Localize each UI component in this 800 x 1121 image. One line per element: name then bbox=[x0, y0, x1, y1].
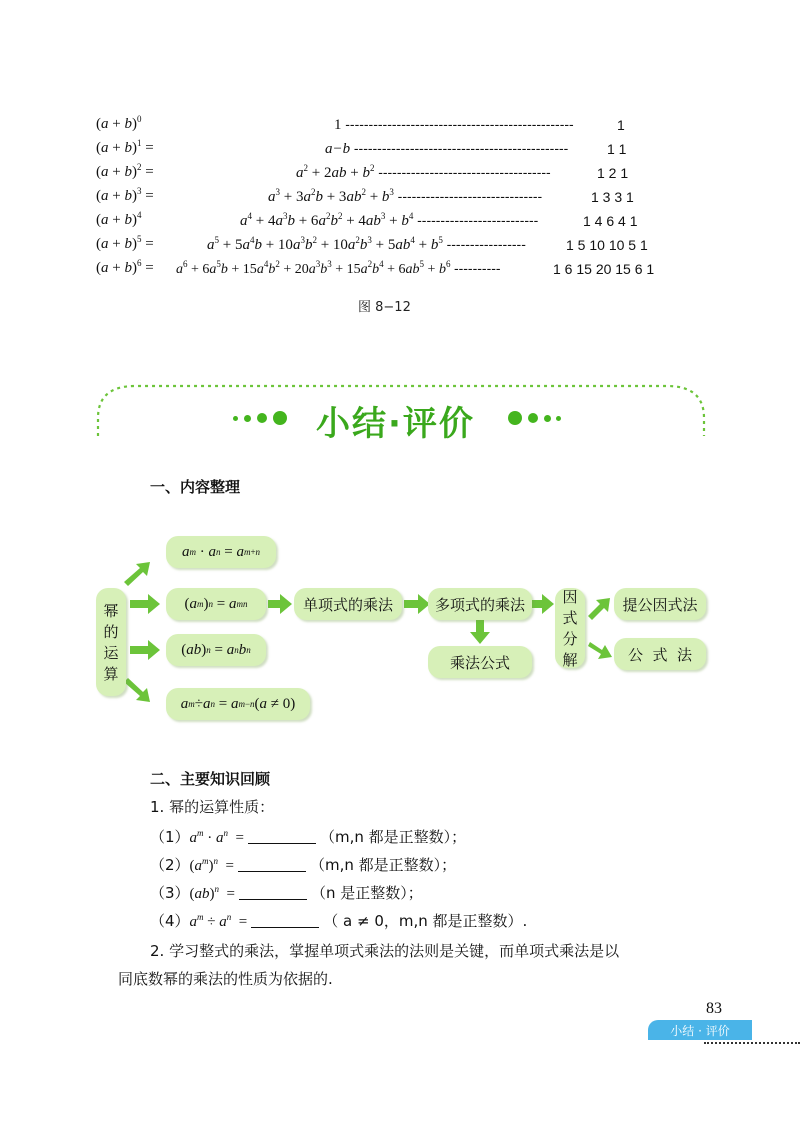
power-product-rule: a m · a n = a m+n bbox=[166, 536, 276, 568]
page-number: 83 bbox=[706, 1000, 722, 1017]
coefficients-row-1: 1 1 bbox=[607, 141, 627, 157]
lhs-row-2: $(a + b)^2$ = bbox=[96, 162, 154, 180]
monomial-mult-box: 单项式的乘法 bbox=[294, 588, 402, 620]
section1-heading: 一、内容整理 bbox=[150, 478, 241, 496]
lhs-row-6: $(a + b)^6$ = bbox=[96, 258, 154, 276]
section2-heading: 二、主要知识回顾 bbox=[150, 770, 271, 788]
expansion-row-6: $a^6 + 6a^5b + 15a^4b^2 + 20a^3b^3 + 15a^2b^4 + 6ab^5 + b^6$ ---------- bbox=[176, 259, 501, 277]
factorization-box: 因 式 分 解 bbox=[555, 588, 585, 668]
arrow-to-monomial bbox=[268, 594, 292, 614]
coefficients-row-5: 1 5 10 10 5 1 bbox=[566, 237, 648, 253]
arrow-to-power-of-power bbox=[130, 594, 160, 614]
arrow-to-common-factor bbox=[588, 598, 610, 620]
coefficients-row-4: 1 4 6 4 1 bbox=[583, 213, 638, 229]
coefficients-row-6: 1 6 15 20 15 6 1 bbox=[553, 261, 655, 277]
lhs-row-4: $(a + b)^4$ bbox=[96, 210, 142, 228]
expansion-row-4: $a^4 + 4a^3b + 6a^2b^2 + 4ab^3 + b^4$ -------------------------- bbox=[240, 211, 539, 229]
property-3: （3）(ab)$^n$ = （n 是正整数）； bbox=[150, 884, 423, 902]
power-of-power-rule: ( a m ) n = a mn bbox=[166, 588, 266, 620]
review-item-2-line2: 同底数幂的乘法的性质为依据的. bbox=[118, 970, 333, 988]
arrow-to-polynomial bbox=[404, 594, 430, 614]
coefficients-row-2: 1 2 1 bbox=[597, 165, 629, 181]
arrow-to-power-product bbox=[124, 562, 150, 586]
property-4: $(4)a^m \div a^n$ = （ a ≠ 0，m,n 都是正整数）. bbox=[150, 912, 528, 930]
expansion-row-1: a−b ---------------------------------------------- bbox=[325, 140, 569, 157]
arrow-to-factorization bbox=[532, 594, 554, 614]
expansion-row-5: $a^5 + 5a^4b + 10a^3b^2 + 10a^2b^3 + 5ab^4 + b^5$ ----------------- bbox=[207, 235, 526, 253]
blank-1[interactable] bbox=[248, 829, 316, 844]
expansion-row-2: $a^2 + 2ab + b^2$ ------------------------------------- bbox=[296, 163, 551, 181]
arrow-to-formula-method bbox=[588, 642, 612, 659]
power-ops-box: 幂 的 运 算 bbox=[96, 588, 126, 696]
blank-2[interactable] bbox=[238, 857, 306, 872]
expansion-row-3: $a^3 + 3a^2b + 3ab^2 + b^3$ ------------------------------- bbox=[268, 187, 543, 205]
property-2: $(2)(a^m)^n = (m,n$ 都是正整数）； bbox=[150, 856, 457, 874]
mult-formula-box: 乘法公式 bbox=[428, 646, 532, 678]
common-factor-box: 提公因式法 bbox=[614, 588, 706, 620]
banner-title: 小结·评价 bbox=[316, 404, 475, 444]
review-item-2-line1: 2. 学习整式的乘法，掌握单项式乘法的法则是关键，而单项式乘法是以 bbox=[150, 942, 620, 960]
lhs-row-0: $(a + b)^0$ bbox=[96, 114, 142, 132]
polynomial-mult-box: 多项式的乘法 bbox=[428, 588, 532, 620]
figure-caption: 图 8−12 bbox=[358, 300, 411, 315]
property-1: $(1)a^m \cdot a^n = (m,n$ 都是正整数）； bbox=[150, 828, 467, 846]
blank-4[interactable] bbox=[251, 913, 319, 928]
coefficients-row-0: 1 bbox=[617, 117, 625, 133]
arrow-to-power-of-product bbox=[130, 640, 160, 660]
power-of-product-rule: ( ab ) n = a n b n bbox=[166, 634, 266, 666]
lhs-row-3: $(a + b)^3$ = bbox=[96, 186, 154, 204]
expansion-row-0: 1 ------------------------------------------------- bbox=[334, 116, 574, 133]
formula-method-box: 公 式 法 bbox=[614, 638, 706, 670]
arrow-to-power-quotient bbox=[124, 678, 150, 702]
lhs-row-1: $(a + b)^1$ = bbox=[96, 138, 154, 156]
review-item-1: 1. 幂的运算性质： bbox=[150, 798, 275, 816]
blank-3[interactable] bbox=[239, 885, 307, 900]
power-quotient-rule: a m ÷ a n = a m−n ( a ≠ 0) bbox=[166, 688, 310, 720]
footer-dotted-line bbox=[704, 1042, 800, 1044]
arrow-to-mult-formula bbox=[470, 620, 490, 644]
lhs-row-5: $(a + b)^5$ = bbox=[96, 234, 154, 252]
coefficients-row-3: 1 3 3 1 bbox=[591, 189, 634, 205]
footer-section-tab: 小结 · 评价 bbox=[648, 1020, 752, 1040]
